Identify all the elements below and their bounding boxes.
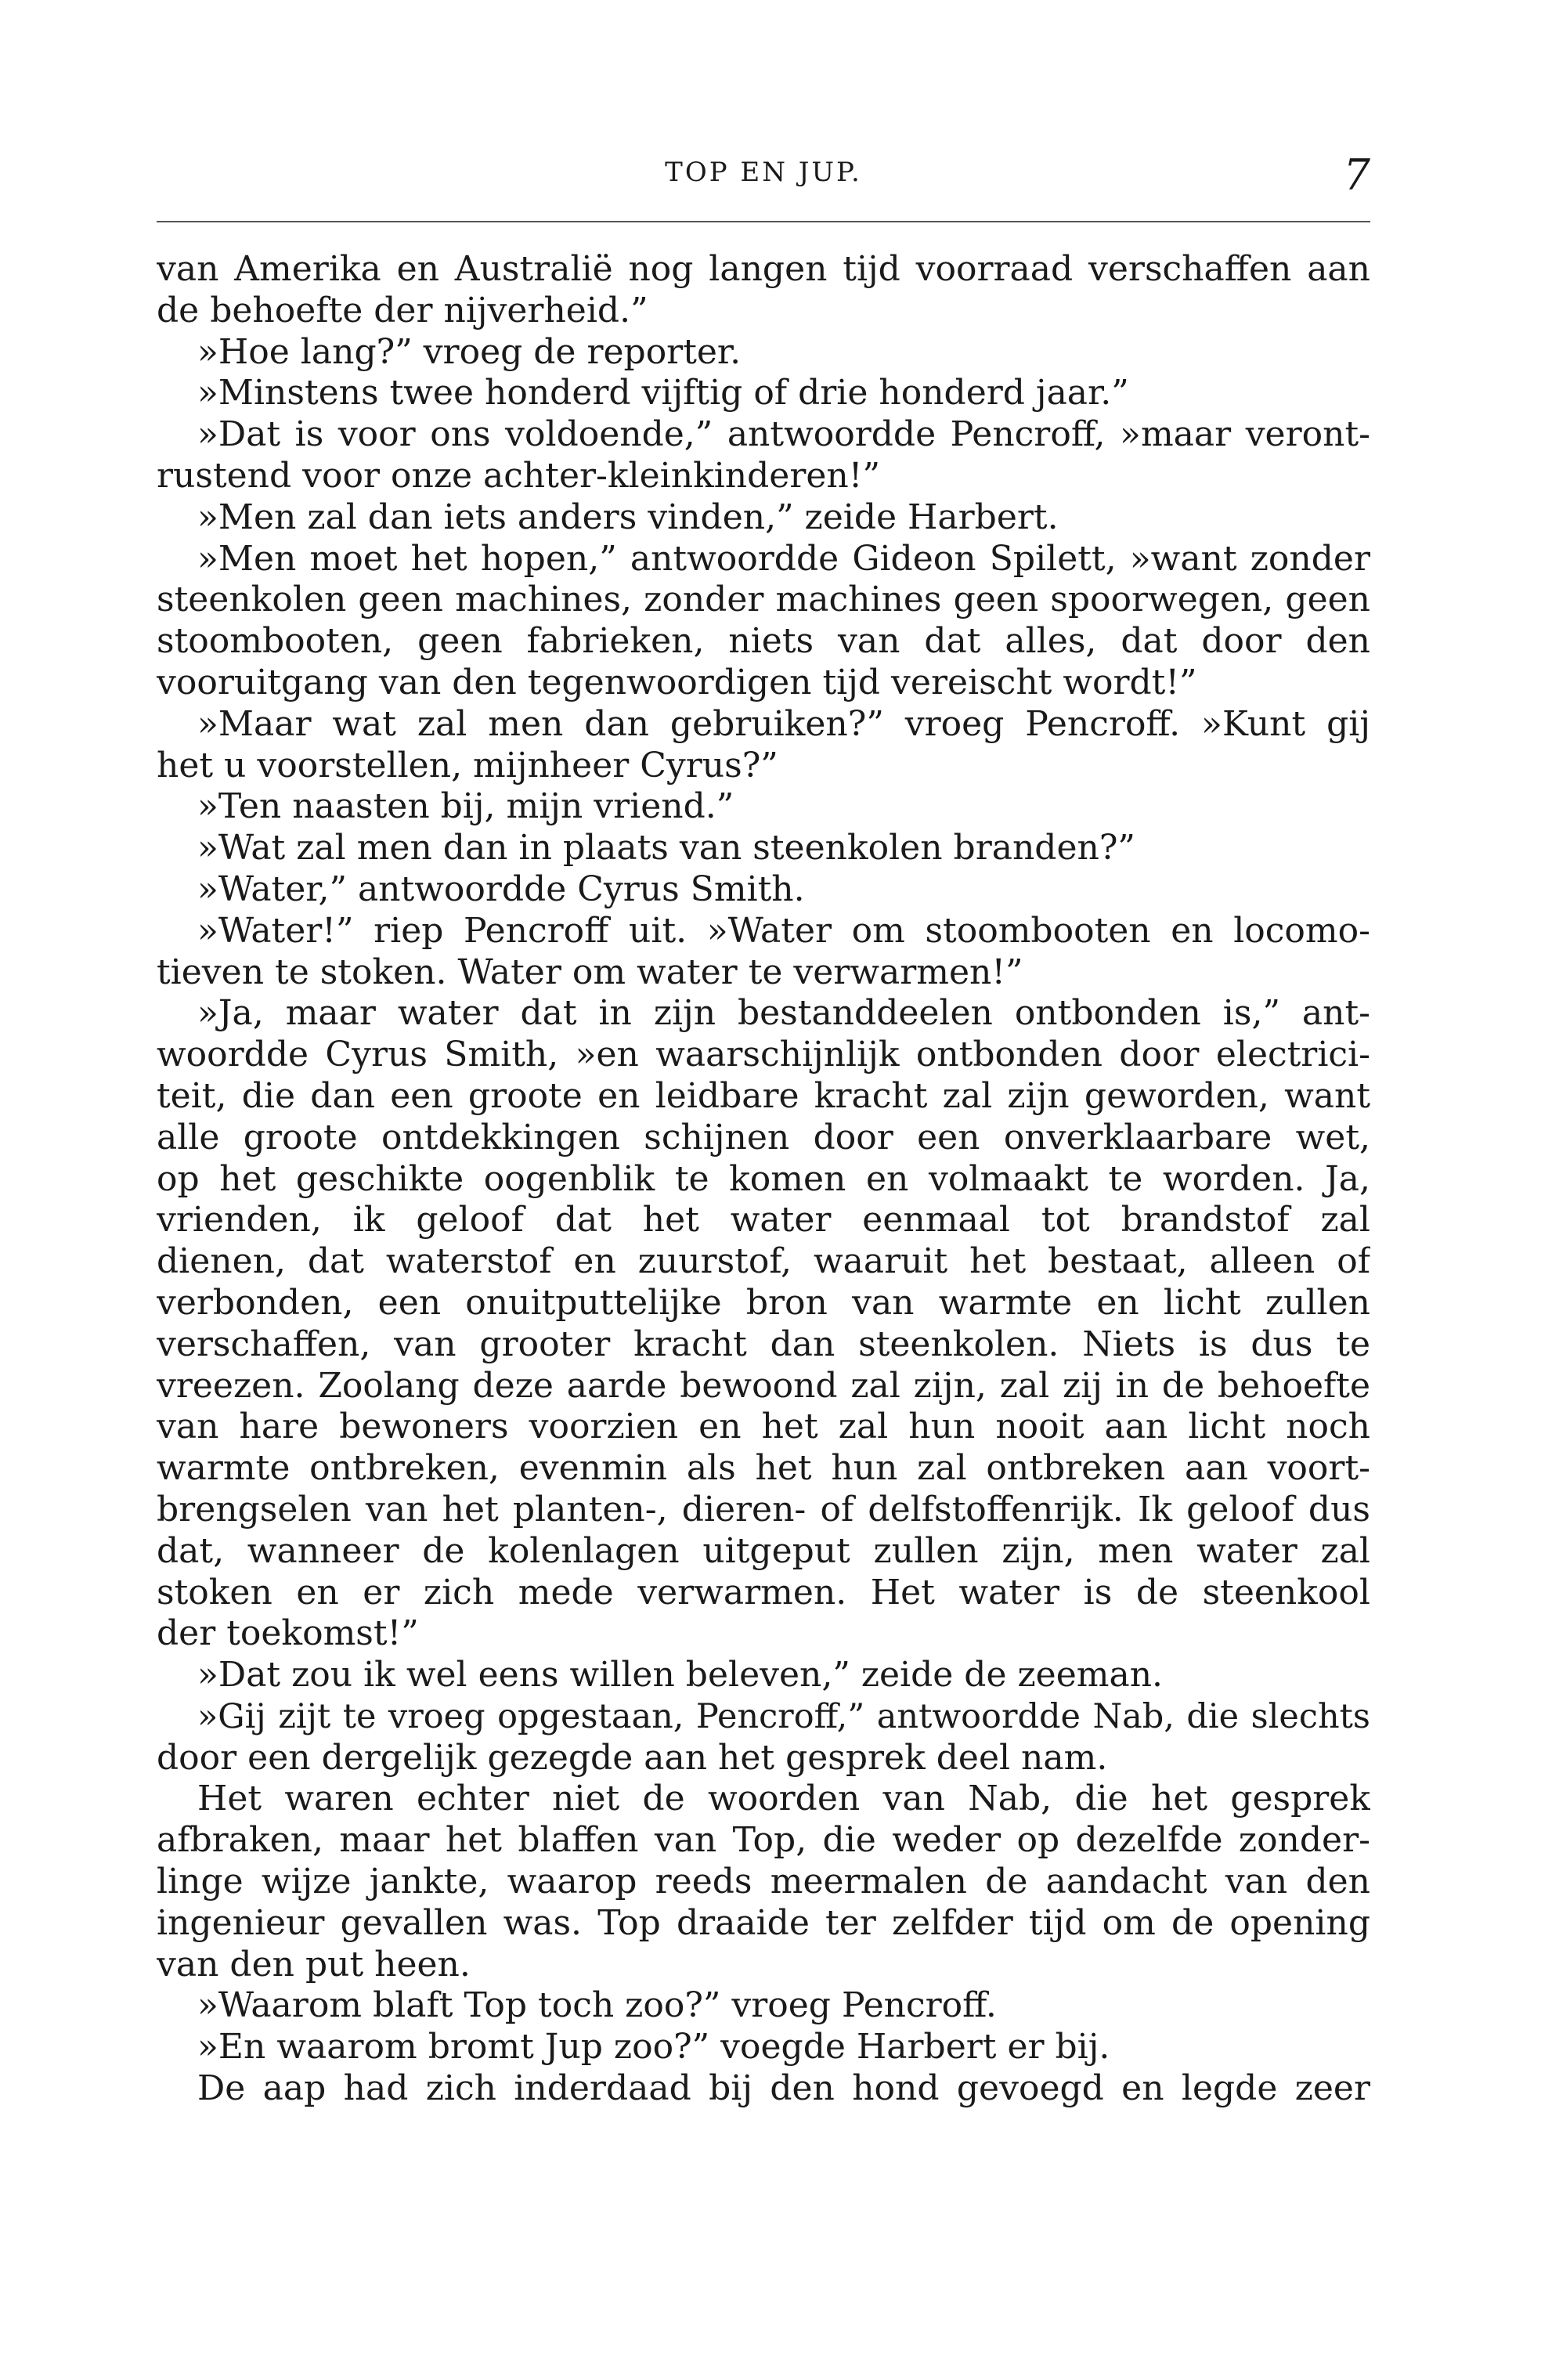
text-line: op het geschikte oogenblik te komen en volmaakt te worden. Ja, bbox=[157, 1158, 1370, 1199]
body-text bbox=[157, 249, 1370, 2110]
text-line: van den put heen. bbox=[157, 1944, 471, 1985]
text-line: door een dergelijk gezegde aan het gesprek deel nam. bbox=[157, 1737, 1108, 1778]
text-line: woordde Cyrus Smith, »en waarschijnlijk ontbonden door electrici- bbox=[157, 1035, 1370, 1075]
text-line: »Hoe lang?” vroeg de reporter. bbox=[197, 331, 742, 372]
text-line: teit, die dan een groote en leidbare kracht zal zijn geworden, want bbox=[157, 1075, 1370, 1116]
text-line: »Dat zou ik wel eens willen beleven,” zeide de zeeman. bbox=[197, 1655, 1164, 1696]
text-line: Het waren echter niet de woorden van Nab, die het gesprek bbox=[197, 1779, 1370, 1819]
text-line: steenkolen geen machines, zonder machines geen spoorwegen, geen bbox=[157, 580, 1370, 620]
text-line: »Dat is voor ons voldoende,” antwoordde Pencroff, »maar veront- bbox=[197, 414, 1370, 455]
text-line: »Men moet het hopen,” antwoordde Gideon Spilett, »want zonder bbox=[197, 538, 1370, 579]
text-line: verbonden, een onuitputtelijke bron van warmte en licht zullen bbox=[157, 1282, 1370, 1323]
running-head bbox=[157, 150, 1370, 204]
book-page bbox=[157, 0, 1370, 2380]
text-line: warmte ontbreken, evenmin als het hun zal ontbreken aan voort- bbox=[157, 1448, 1370, 1489]
page-number: 7 bbox=[1343, 150, 1370, 200]
text-line: alle groote ontdekkingen schijnen door een onverklaarbare wet, bbox=[157, 1117, 1370, 1157]
text-line: »Water!” riep Pencroff uit. »Water om stoombooten en locomo- bbox=[197, 910, 1370, 951]
text-line: linge wijze jankte, waarop reeds meermalen de aandacht van den bbox=[157, 1862, 1370, 1902]
text-line: »Maar wat zal men dan gebruiken?” vroeg Pencroff. »Kunt gij bbox=[197, 703, 1370, 744]
text-line: van hare bewoners voorzien en het zal hun nooit aan licht noch bbox=[157, 1407, 1370, 1447]
text-line: der toekomst!” bbox=[157, 1613, 419, 1654]
text-line: het u voorstellen, mijnheer Cyrus?” bbox=[157, 745, 778, 786]
text-line: »Waarom blaft Top toch zoo?” vroeg Pencroff. bbox=[197, 1985, 997, 2026]
text-line: vrienden, ik geloof dat het water eenmaal tot brandstof zal bbox=[157, 1200, 1370, 1241]
text-line: »En waarom bromt Jup zoo?” voegde Harbert er bij. bbox=[197, 2027, 1110, 2068]
text-line: De aap had zich inderdaad bij den hond gevoegd en legde zeer bbox=[197, 2068, 1370, 2109]
text-line: verschaffen, van grooter kracht dan steenkolen. Niets is dus te bbox=[157, 1324, 1370, 1364]
text-line: afbraken, maar het blaffen van Top, die weder op dezelfde zonder- bbox=[157, 1820, 1370, 1861]
header-rule bbox=[157, 221, 1370, 222]
text-line: »Men zal dan iets anders vinden,” zeide Harbert. bbox=[197, 497, 1059, 537]
text-line: dat, wanneer de kolenlagen uitgeput zullen zijn, men water zal bbox=[157, 1530, 1370, 1571]
text-line: »Wat zal men dan in plaats van steenkolen branden?” bbox=[197, 828, 1135, 869]
text-line: brengselen van het planten-, dieren- of delfstoffenrijk. Ik geloof dus bbox=[157, 1489, 1370, 1529]
text-line: »Gij zijt te vroeg opgestaan, Pencroff,” antwoordde Nab, die slechts bbox=[197, 1696, 1370, 1736]
text-line: »Ten naasten bij, mijn vriend.” bbox=[197, 786, 734, 827]
text-line: rustend voor onze achter-kleinkinderen!” bbox=[157, 455, 880, 496]
text-line: »Water,” antwoordde Cyrus Smith. bbox=[197, 869, 805, 909]
text-line: vreezen. Zoolang deze aarde bewoond zal zijn, zal zij in de behoefte bbox=[157, 1365, 1370, 1406]
text-line: van Amerika en Australië nog langen tijd voorraad verschaffen aan bbox=[157, 249, 1370, 289]
text-line: »Minstens twee honderd vijftig of drie honderd jaar.” bbox=[197, 373, 1129, 414]
text-line: ingenieur gevallen was. Top draaide ter zelfder tijd om de opening bbox=[157, 1902, 1370, 1943]
text-line: stoombooten, geen fabrieken, niets van dat alles, dat door den bbox=[157, 621, 1370, 662]
text-line: de behoefte der nijverheid.” bbox=[157, 290, 648, 330]
text-line: vooruitgang van den tegenwoordigen tijd vereischt wordt!” bbox=[157, 662, 1197, 702]
running-title: TOP EN JUP. bbox=[665, 157, 862, 188]
text-line: dienen, dat waterstof en zuurstof, waaruit het bestaat, alleen of bbox=[157, 1241, 1370, 1282]
text-line: tieven te stoken. Water om water te verwarmen!” bbox=[157, 952, 1023, 992]
text-line: »Ja, maar water dat in zijn bestanddeelen ontbonden is,” ant- bbox=[197, 993, 1370, 1034]
text-line: stoken en er zich mede verwarmen. Het water is de steenkool bbox=[157, 1572, 1370, 1613]
